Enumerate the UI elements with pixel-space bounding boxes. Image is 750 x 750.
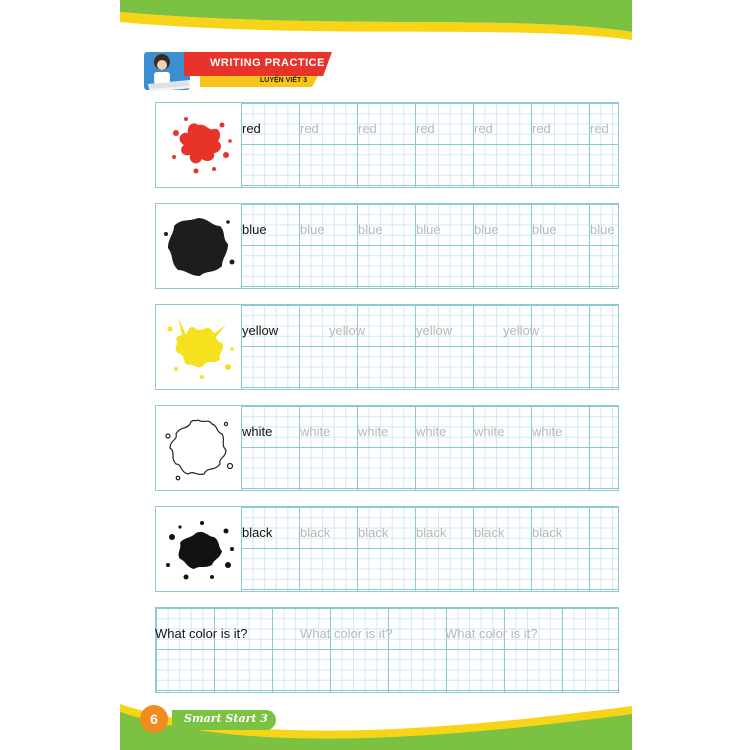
trace-word: black (358, 525, 389, 540)
trace-word: white (532, 424, 563, 439)
writing-grid[interactable] (241, 103, 618, 187)
trace-word: red (300, 121, 319, 136)
practice-row-white (155, 405, 619, 491)
writing-grid[interactable] (156, 608, 618, 692)
splash-cell (156, 507, 242, 591)
top-decorative-band (120, 0, 632, 46)
word-red: red (242, 121, 261, 136)
splash-cell (156, 204, 242, 288)
trace-word: red (474, 121, 493, 136)
trace-word: white (416, 424, 447, 439)
trace-sentence: What color is it? (445, 626, 538, 641)
trace-word: red (590, 121, 609, 136)
trace-word: black (416, 525, 447, 540)
workbook-page (120, 0, 632, 750)
trace-word: red (358, 121, 377, 136)
practice-row-blue (155, 203, 619, 289)
trace-word: blue (416, 222, 441, 237)
practice-row-sentence (155, 607, 619, 693)
word-white: white (242, 424, 273, 439)
page-number: 6 (140, 705, 168, 733)
trace-word: red (532, 121, 551, 136)
trace-word: white (300, 424, 331, 439)
practice-row-black (155, 506, 619, 592)
word-yellow: yellow (242, 323, 279, 338)
writing-grid[interactable] (241, 305, 618, 389)
trace-word: white (474, 424, 505, 439)
yellow-paint-splash-icon (156, 305, 241, 389)
trace-word: black (300, 525, 331, 540)
splash-cell (156, 406, 242, 490)
trace-word: yellow (329, 323, 366, 338)
page-subtitle: LUYỆN VIẾT 3 (260, 77, 308, 84)
trace-word: blue (532, 222, 557, 237)
trace-word: blue (474, 222, 499, 237)
sentence-what-color: What color is it? (155, 626, 248, 641)
trace-word: white (358, 424, 389, 439)
writing-grid[interactable] (241, 406, 618, 490)
trace-word: blue (358, 222, 383, 237)
black-paint-splash-icon (156, 204, 241, 288)
trace-word: black (532, 525, 563, 540)
page-title: WRITING PRACTICE 3 (210, 57, 336, 69)
practice-row-red (155, 102, 619, 188)
trace-word: yellow (416, 323, 453, 338)
trace-word: black (474, 525, 505, 540)
practice-row-yellow (155, 304, 619, 390)
writing-grid[interactable] (241, 507, 618, 591)
trace-word: blue (300, 222, 325, 237)
trace-sentence: What color is it? (300, 626, 393, 641)
trace-word: blue (590, 222, 615, 237)
trace-word: yellow (503, 323, 540, 338)
trace-word: red (416, 121, 435, 136)
splash-cell (156, 103, 242, 187)
red-paint-splash-icon (156, 103, 241, 187)
splash-cell (156, 305, 242, 389)
writing-grid[interactable] (241, 204, 618, 288)
word-black: black (242, 525, 273, 540)
black-paint-splash-icon (156, 507, 241, 591)
word-blue: blue (242, 222, 267, 237)
brand-name: Smart Start 3 (184, 712, 268, 725)
white-paint-splash-icon (156, 406, 241, 490)
